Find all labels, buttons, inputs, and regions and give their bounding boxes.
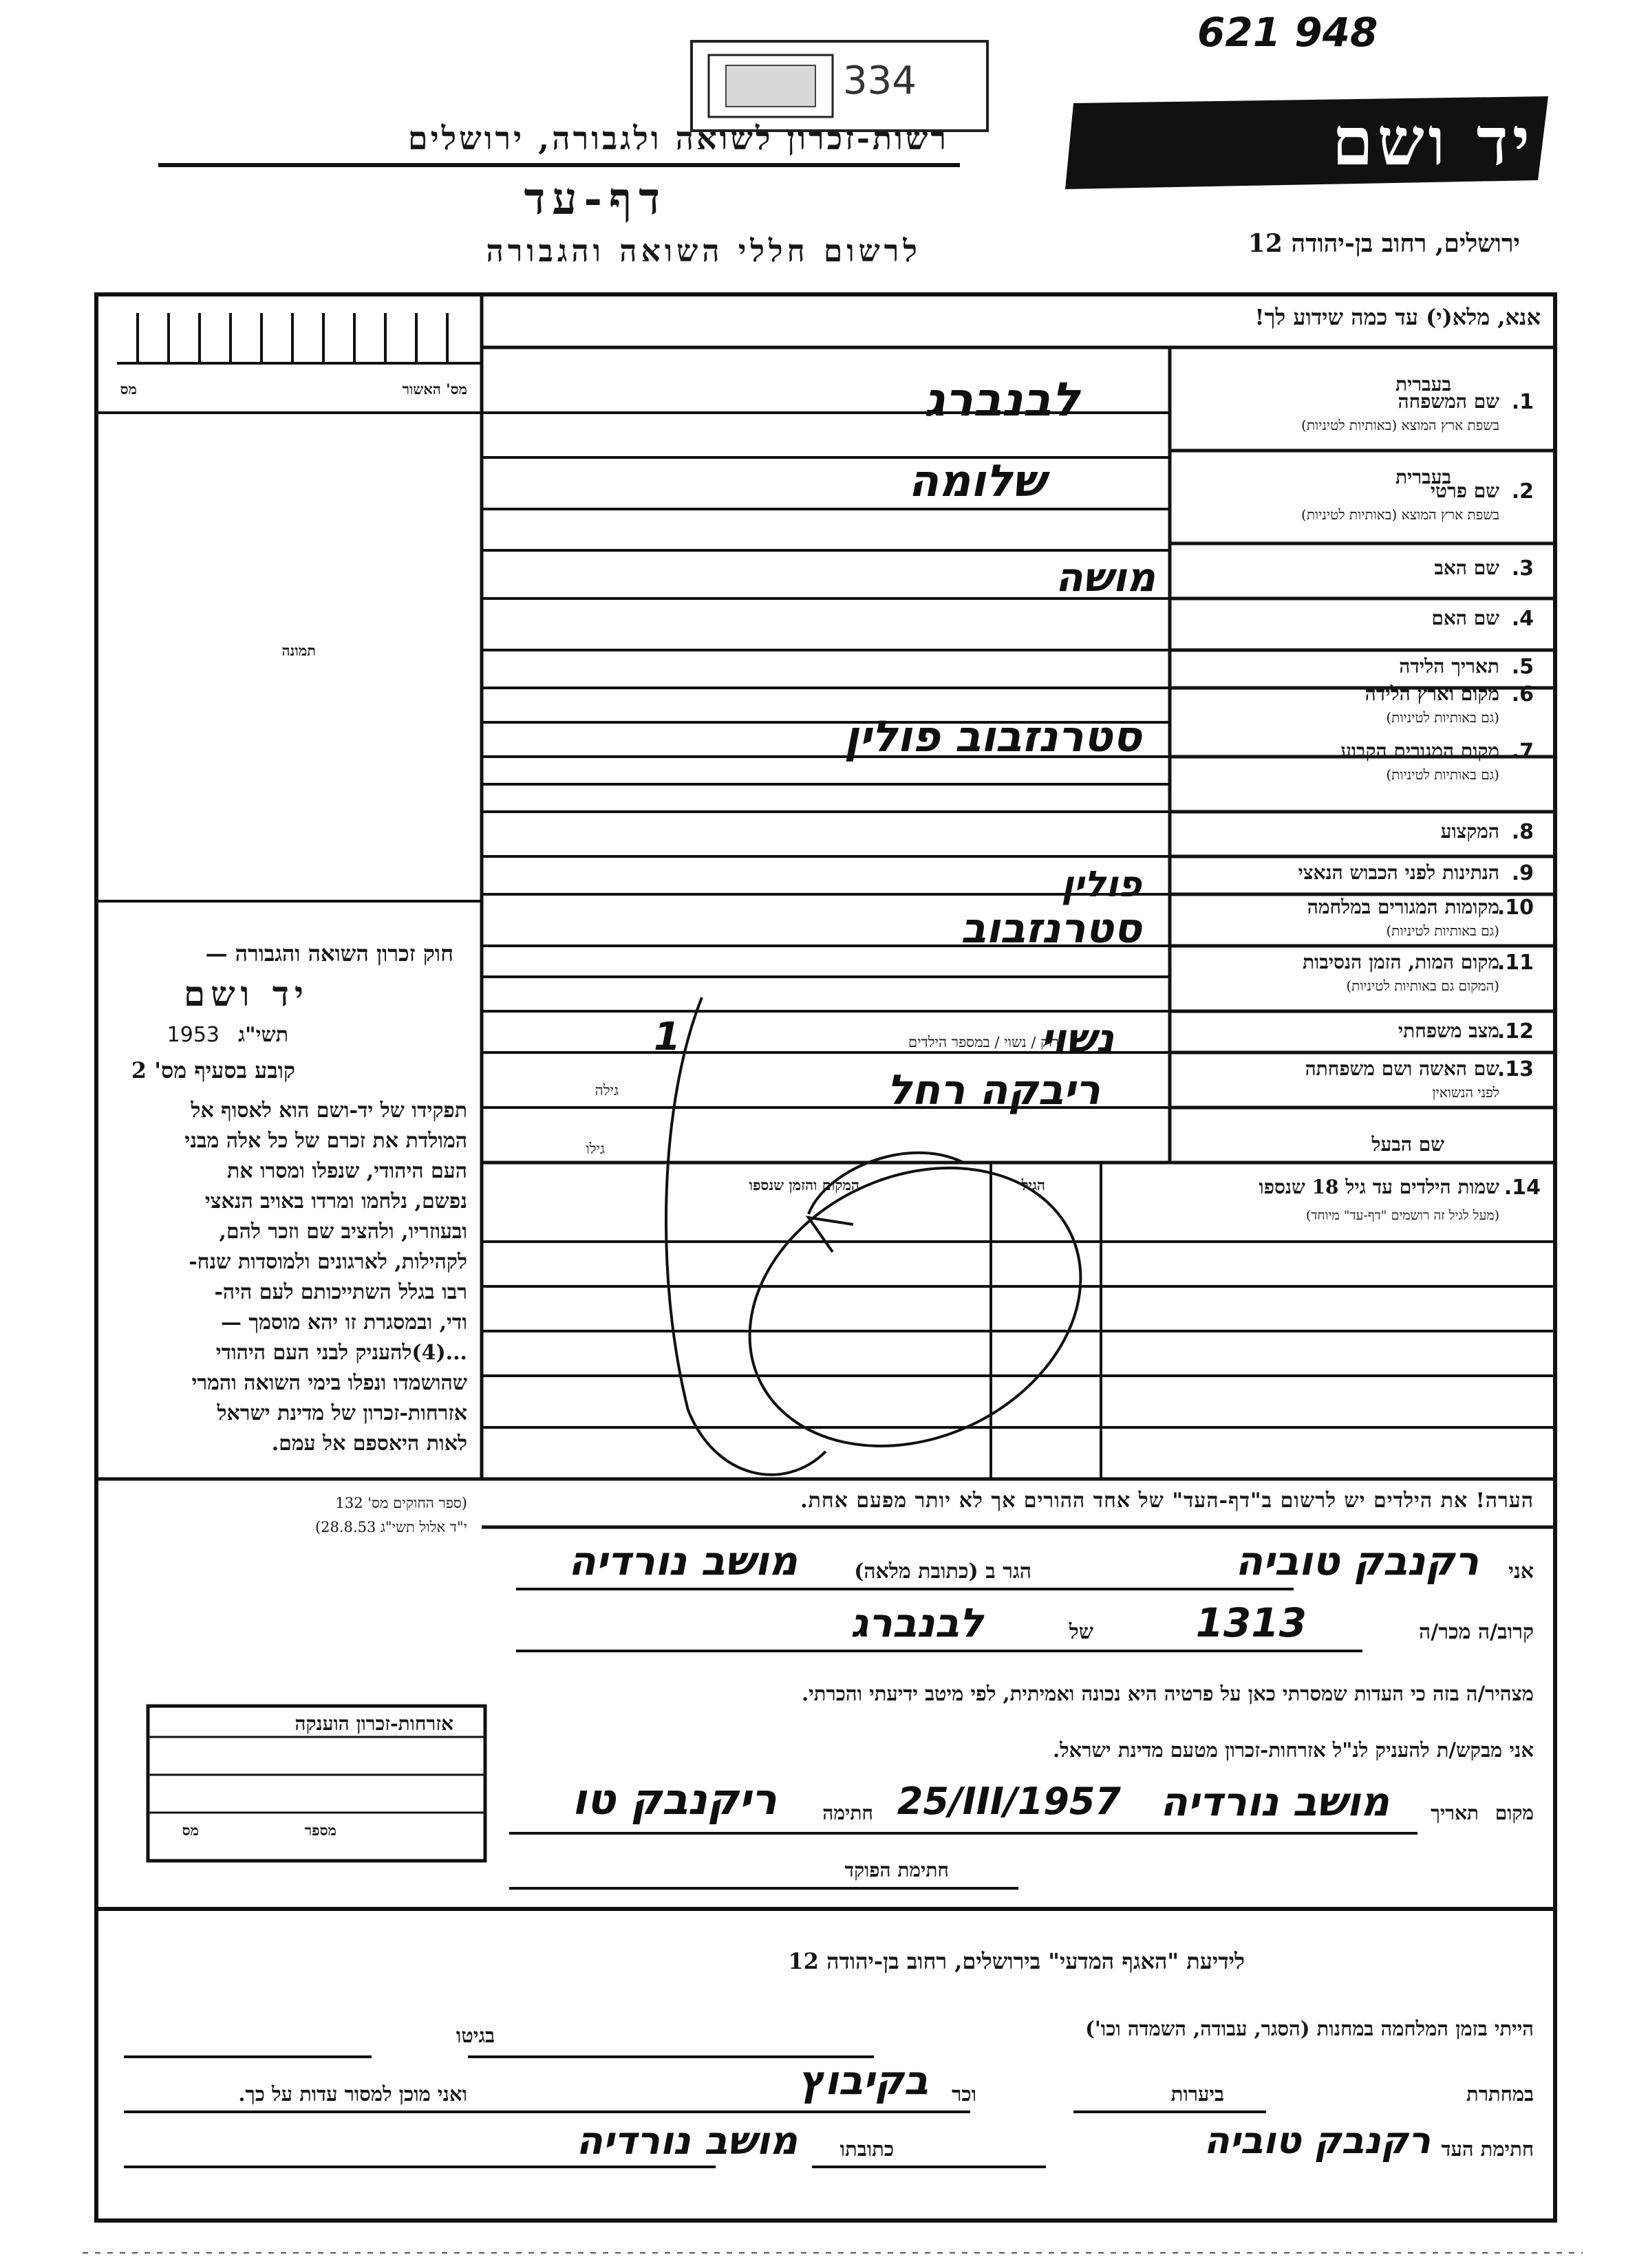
field-number: 5. (1511, 655, 1534, 679)
approval-no-label: מס (120, 380, 137, 398)
law-line: ובעוזריו, ולהציב שם וזכר להם, (219, 1220, 467, 1244)
field-label: מקום המות, הזמן הנסיבות (1302, 951, 1499, 973)
law-line: אזרחות-זכרון של מדינת ישראל (217, 1401, 467, 1425)
witness-name: רקנבק טוביה (1235, 1537, 1479, 1584)
field-label: תאריך הלידה (1399, 655, 1499, 678)
request: אני מבקש/ת להעניק לנ"ל אזרחות-זכרון מטעם מדינת ישראל. (1052, 1738, 1534, 1762)
law-name: יד ושם (184, 973, 309, 1014)
law-line: לאות היאספם אל עמם. (271, 1432, 467, 1456)
and-value: בקיבוץ (798, 2057, 928, 2104)
children-count: 1 (654, 1015, 681, 1059)
relation-value: 1313 (1195, 1599, 1307, 1646)
field-sub-label: בשפת ארץ המוצא (באותיות לטיניות) (1301, 506, 1499, 523)
field-sub-label: (המקום גם באותיות לטיניות) (1346, 978, 1499, 994)
org-name: רשות-זכרון לשואה ולגבורה, ירושלים (407, 120, 949, 157)
age-label: גילה (595, 1082, 619, 1099)
doc-title: דף-עד (524, 173, 667, 225)
field-sub-label: (גם באותיות לטיניות) (1386, 709, 1499, 726)
field-number: 1. (1511, 390, 1534, 414)
first-name-value: שלומה (908, 456, 1045, 507)
field-number: 10. (1497, 896, 1534, 920)
hebrew-label-2: בעברית (1395, 466, 1451, 488)
field-number: 2. (1511, 479, 1534, 504)
wartime-residence-value: סטרנזבוב (961, 905, 1142, 953)
archive-stamp (692, 41, 987, 131)
nationality-value: פולין (1061, 864, 1142, 905)
children-label: שמות הילדים עד גיל 18 שנספו (1259, 1176, 1499, 1198)
file-number: 621 948 (1197, 9, 1378, 56)
of-value: לבנברג (850, 1599, 983, 1646)
approval-label: מס' האשור (402, 380, 467, 398)
field-label: שם פרטי (1430, 479, 1499, 502)
law-line: תפקידו של יד-ושם הוא לאסוף אל (191, 1099, 467, 1123)
field-sub-label: (גם באותיות לטיניות) (1386, 922, 1499, 939)
statement: מצהיר/ה בזה כי העדות שמסרתי כאן על פרטיה היא נכונה ואמיתית, לפי מיטב ידיעתי והכרתי. (802, 1682, 1534, 1705)
witness-label: אני (1508, 1559, 1534, 1584)
law-clause: קובע בסעיף מס' 2 (131, 1057, 295, 1083)
law-line: ...(4)להעניק לבני העם היהודי (215, 1341, 467, 1365)
family-status-options: רוק / נשוי / במספר הילדים (908, 1034, 1059, 1050)
place-label: מקום (1495, 1802, 1534, 1824)
subtitle: לרשום חללי השואה והגבורה (486, 234, 921, 269)
law-footnote-2: י"ד אלול תשי"ג 28.8.53) (314, 1519, 467, 1535)
his-age-label: גילו (586, 1141, 605, 1157)
law-line: העם היהודי, שנפלו ומסרו את (226, 1159, 467, 1183)
field-number: 7. (1511, 739, 1534, 764)
field-label: מקום המגורים הקבוע (1340, 739, 1499, 762)
law-heading: חוק זכרון השואה והגבורה — (205, 940, 453, 966)
family-name-value: לבנברג (923, 373, 1080, 427)
field-number: 8. (1511, 820, 1534, 844)
camp-line: הייתי בזמן המלחמה במחנות (הסגר, עבודה, השמדה וכו') (1085, 2017, 1534, 2040)
wife-name-value: ריבקה רחל (886, 1066, 1100, 1114)
place-value: מושב נורדיה (1160, 1778, 1389, 1825)
signature-value: ריקנבק טו (572, 1774, 777, 1824)
note: הערה! את הילדים יש לרשום ב"דף-העד" של אחד ההורים אך לא יותר מפעם אחת. (800, 1489, 1534, 1513)
birth-place-value: סטרנזבוב פולין (844, 711, 1142, 762)
witness-sig-value: רקנבק טוביה (1203, 2119, 1431, 2162)
address-value: מושב נורדיה (576, 2119, 798, 2163)
address-label: כתובתו (839, 2137, 894, 2161)
witness-sig-label: חתימת העד (1441, 2137, 1534, 2161)
address: ירושלים, רחוב בן-יהודה 12 (1248, 229, 1520, 258)
citizenship-no-label: מס (182, 1822, 199, 1839)
husband-label: שם הבעל (1371, 1133, 1444, 1156)
date-label: תאריך (1431, 1802, 1479, 1824)
relation-label: קרוב/ה מכר/ה (1419, 1620, 1534, 1644)
photo-label: תמונה (281, 642, 316, 659)
law-line: לקהילות, לארגונים ולמוסדות שנח- (189, 1250, 467, 1274)
field-label: שם האשה ושם משפחתה (1305, 1057, 1499, 1080)
children-no: 14. (1504, 1176, 1541, 1200)
ghetto-label: בגיטו (456, 2024, 495, 2047)
law-line: רבו בגלל השתייכותם לעם היה- (214, 1280, 467, 1304)
col-place: המקום והזמן שנספו (749, 1176, 859, 1194)
field-number: 11. (1497, 951, 1534, 975)
children-sub: (מעל לגיל זה רושמים "דף-עד" מיוחד) (1305, 1208, 1499, 1223)
field-number: 12. (1497, 1019, 1534, 1044)
field-label: שם המשפחה (1398, 390, 1499, 413)
field-sub-label: לפני הנשואין (1432, 1084, 1499, 1101)
law-year-heb: תשי"ג (238, 1023, 288, 1047)
field-label: המקצוע (1440, 820, 1499, 843)
law-footnote-1: (ספר החוקים מס' 132 (335, 1495, 467, 1511)
law-line: נפשם, נלחמו ומרדו באויב הנאצי (204, 1189, 467, 1213)
ready-text: ואני מוכן למסור עדות על כך. (238, 2082, 467, 2106)
info-title: לידיעת "האגף המדעי" בירושלים, רחוב בן-יהודה 12 (788, 1948, 1245, 1974)
law-line: ודי, ובמסגרת זו יהא מוסמך — (220, 1310, 467, 1335)
hebrew-label-1: בעברית (1395, 373, 1451, 396)
field-number: 9. (1511, 861, 1534, 885)
date-value: 25/III/1957 (897, 1780, 1121, 1823)
field-number: 4. (1511, 607, 1534, 631)
yad-vashem-logo-text: יד ושם (1331, 102, 1534, 180)
field-label: שם האב (1434, 557, 1499, 579)
field-label: מקומות המגורים במלחמה (1307, 896, 1499, 918)
father-name-value: מושה (1055, 554, 1155, 601)
witness-address: מושב נורדיה (568, 1537, 798, 1584)
signature-label: חתימה (822, 1802, 873, 1824)
field-label: הנתינות לפני הכבוש הנאצי (1298, 861, 1499, 884)
field-sub-label: בשפת ארץ המוצא (באותיות לטיניות) (1301, 417, 1499, 433)
underground-label: במחתרת (1466, 2082, 1534, 2106)
of-label: של (1069, 1620, 1093, 1644)
citizenship-number-label: מספר (304, 1822, 336, 1839)
forests-label: ביערות (1170, 2082, 1224, 2106)
law-year: 1953 (167, 1023, 220, 1047)
field-label: שם האם (1431, 607, 1499, 629)
and-label: וכר (952, 2082, 976, 2106)
field-number: 3. (1511, 557, 1534, 581)
officer-label: חתימת הפוקד (844, 1859, 949, 1881)
citizenship-title: אזרחות-זכרון הוענקה (295, 1712, 453, 1735)
field-number: 13. (1497, 1057, 1534, 1081)
residing-label: הגר ב (כתובת מלאה) (854, 1559, 1031, 1584)
law-line: שהושמדו ונפלו בימי השואה והמרי (191, 1371, 467, 1395)
field-label: מקום וארץ הלידה (1365, 682, 1499, 705)
instructions: אנא, מלא(י) עד כמה שידוע לך! (1254, 304, 1541, 330)
field-label: מצב משפחתי (1398, 1019, 1499, 1042)
field-sub-label: (גם באותיות לטיניות) (1386, 766, 1499, 783)
col-age: הגיל (1021, 1176, 1045, 1194)
field-number: 6. (1511, 682, 1534, 706)
law-line: המולדת את זכרם של כל אלה מבני (184, 1129, 467, 1153)
family-status-value: נשוי (1040, 1015, 1114, 1061)
stamp-number: 334 (843, 58, 917, 103)
